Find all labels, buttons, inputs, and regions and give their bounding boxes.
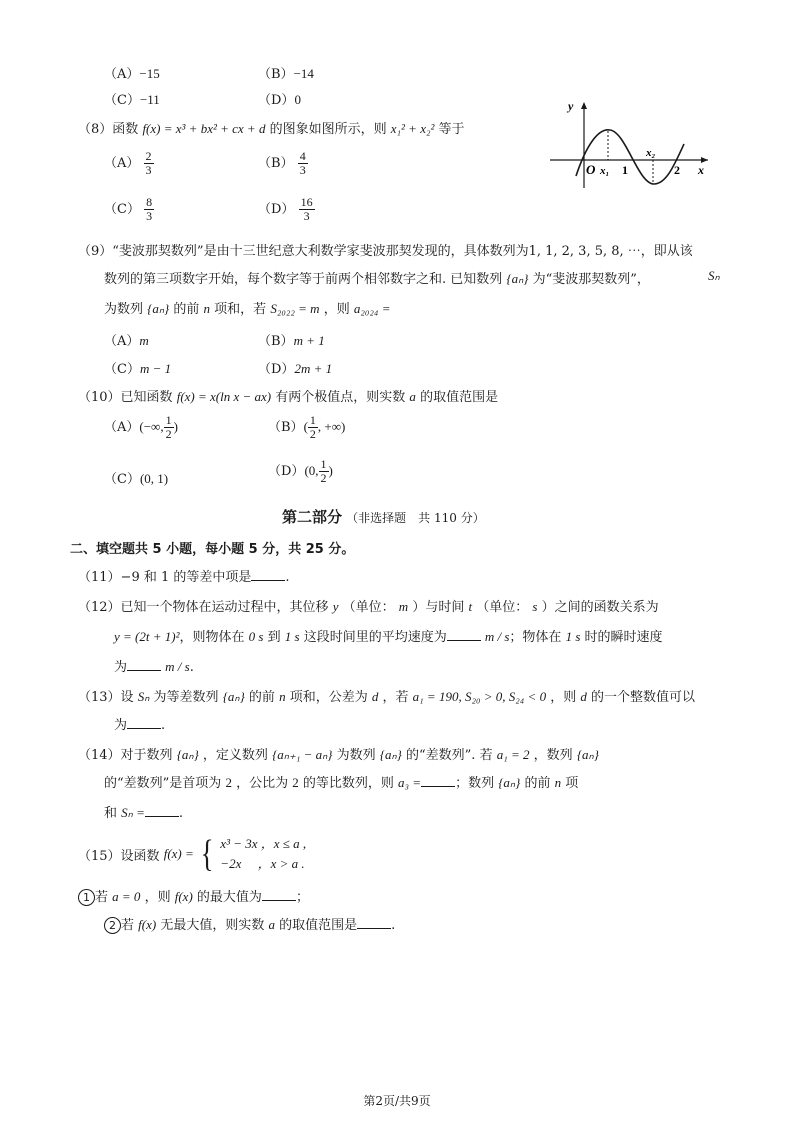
q8-text-pre: 函数 <box>112 122 139 137</box>
q10-number: （10） <box>78 390 121 405</box>
denominator: 3 <box>299 163 306 177</box>
q9-option-b-value: m + 1 <box>293 333 325 348</box>
q8-option-d-fraction <box>299 196 315 223</box>
q7-option-b-value: −14 <box>293 66 314 81</box>
q15-sub2b: f(x) <box>138 917 157 932</box>
q10-text-end: 的取值范围是 <box>420 390 499 405</box>
q14-diff-sequence: {aₙ₊₁ − aₙ} <box>272 747 333 762</box>
q11 <box>78 566 290 585</box>
q12-m: m <box>398 599 409 614</box>
q12-line2c: 这段时间里的平均速度为 <box>303 630 447 645</box>
q15-sub2-mark: 2 <box>104 917 121 934</box>
q15-sub1b: a = 0 <box>112 889 141 904</box>
q14-an-2: {aₙ} <box>379 747 402 762</box>
q15-cases <box>220 834 306 874</box>
q8-option-d <box>258 196 315 223</box>
q7-option-a <box>104 63 160 82</box>
q12-line3b: . <box>189 660 194 675</box>
q7-option-c-label: （C） <box>104 93 140 108</box>
part2-subtitle: （非选择题 共 110 分） <box>346 511 485 525</box>
q9-option-c-value: m − 1 <box>139 361 172 376</box>
q7-option-a-value: −15 <box>139 66 160 81</box>
q14-line1d: 的“差数列”. 若 <box>406 748 493 763</box>
q10-var: a <box>409 389 416 404</box>
q9-option-c <box>104 358 171 377</box>
q7-option-b <box>258 63 314 82</box>
q7-option-d-label: （D） <box>258 93 295 108</box>
q9-option-b-label: （B） <box>258 334 294 349</box>
q11-number: （11） <box>78 570 121 585</box>
q8-option-c-label: （C） <box>104 202 140 217</box>
q14-line3a: 和 <box>104 806 118 821</box>
q11-end: . <box>285 570 290 585</box>
q13-line1d: 项和，公差为 <box>289 690 368 705</box>
graph-one-label: 1 <box>622 163 628 177</box>
q9-option-d-value: 2m + 1 <box>294 361 333 376</box>
q13-line-1 <box>78 686 695 705</box>
q8-function: f(x) = x³ + bx² + cx + d <box>142 121 266 136</box>
q13-line1f: ，则 <box>550 690 577 705</box>
denominator: 2 <box>309 427 316 441</box>
q10-option-a <box>104 414 178 441</box>
q14-line3b: . <box>178 806 183 821</box>
q12-line3a: 为 <box>114 660 128 675</box>
q14-line-2 <box>104 772 578 791</box>
graph-origin-label: O <box>586 162 596 177</box>
part2-title: 第二部分 <box>282 508 343 526</box>
q7-option-d <box>258 89 301 108</box>
q14-line2c: 的等比数列，则 <box>302 776 394 791</box>
q8-option-a <box>104 150 154 177</box>
denominator: 3 <box>303 209 310 223</box>
q15-sub-2 <box>104 914 395 934</box>
q7-option-d-value: 0 <box>294 92 301 107</box>
q14-an-3: {aₙ} <box>576 747 599 762</box>
q8-option-c-fraction <box>144 196 154 223</box>
q12-line1c: ）与时间 <box>412 600 465 615</box>
q13-line1a: 设 <box>120 690 134 705</box>
q12-s: s <box>532 599 538 614</box>
q9-condition: S₂₀₂₂ = m <box>270 301 320 316</box>
q12-line-1 <box>78 596 659 615</box>
q12-line2e: 时的瞬时速度 <box>584 630 663 645</box>
q12-line2a: ，则物体在 <box>179 630 245 645</box>
q9-line1-text: “斐波那契数列”是由十三世纪意大利数学家斐波那契发现的，具体数列为1, 1, 2, 3, 5, 8, ⋯，即从该 <box>112 244 693 259</box>
q9-line3a: 为数列 <box>104 302 144 317</box>
q13-answer-blank[interactable] <box>127 716 161 729</box>
q13-line-2 <box>114 714 165 733</box>
q15-sub2f: . <box>391 918 396 933</box>
q13-d-2: d <box>580 689 587 704</box>
q9-line3e: 项和，若 <box>214 302 267 317</box>
q12-one-s: 1 s <box>284 629 300 644</box>
q14-line-1 <box>78 744 599 763</box>
q14-answer-blank-2[interactable] <box>145 804 179 817</box>
q13-line1b: 为等差数列 <box>153 690 219 705</box>
graph-two-label: 2 <box>674 163 680 177</box>
q15-sub2c: 无最大值，则实数 <box>160 918 265 933</box>
q8-stem <box>78 118 465 137</box>
q14-a1: a₁ = 2 <box>496 747 530 762</box>
graph-x2-label: x₂ <box>646 147 656 159</box>
q8-expression: x₁² + x₂² <box>390 121 435 136</box>
q14-answer-blank-1[interactable] <box>421 774 455 787</box>
q14-n: n <box>554 775 562 790</box>
q9-option-d-label: （D） <box>258 362 295 377</box>
q12-formula: y = (2t + 1)² <box>114 629 180 644</box>
q9-number: （9） <box>78 244 113 259</box>
q10-option-b-fraction <box>308 414 318 441</box>
q14-line1a: 对于数列 <box>120 748 173 763</box>
graph-x1-label: x₁ <box>600 165 610 177</box>
y-axis-arrow <box>581 102 587 109</box>
q14-line-3 <box>104 802 183 821</box>
q14-line2b: ，公比为 <box>236 776 289 791</box>
q12-line-2 <box>114 626 663 645</box>
q10-option-c <box>104 468 168 487</box>
q8-option-b-label: （B） <box>258 156 294 171</box>
q9-line2c: 为“斐波那契数列”， <box>532 272 650 287</box>
graph-y-label: y <box>568 99 574 113</box>
denominator: 2 <box>320 471 327 485</box>
denominator: 2 <box>165 427 172 441</box>
q15-function: f(x) = <box>163 846 194 861</box>
q9-line3c: 的前 <box>173 302 200 317</box>
q12-number: （12） <box>78 600 121 615</box>
q15-sub2d: a <box>268 917 275 932</box>
q15-sub2a: 若 <box>121 918 135 933</box>
q12-t: t <box>468 599 473 614</box>
q13-d: d <box>371 689 379 704</box>
numerator: 4 <box>299 149 306 163</box>
q10-option-d <box>268 458 333 485</box>
q9-sequence: {aₙ} <box>506 271 529 286</box>
q10-function: f(x) = x(ln x − ax) <box>176 389 272 404</box>
q14-an: {aₙ} <box>176 747 199 762</box>
q12-line2d: ；物体在 <box>509 630 562 645</box>
q14-a3: a₃ = <box>398 775 422 790</box>
numerator: 1 <box>320 457 327 471</box>
q14-line2a: 的“差数列”是首项为 <box>104 776 222 791</box>
q13-line1e: ，若 <box>382 690 409 705</box>
q11-answer-blank[interactable] <box>251 568 285 581</box>
q7-option-c-value: −11 <box>139 92 160 107</box>
section-fill-in-heading: 二、填空题共 5 小题，每小题 5 分，共 25 分。 <box>70 542 355 557</box>
q9-line2a: 数列的第三项数字开始，每个数字等于前两个相邻数字之和. 已知数列 <box>104 272 503 287</box>
q7-option-c <box>104 89 160 108</box>
q10-option-a-fraction <box>164 414 174 441</box>
q12-line1a: 已知一个物体在运动过程中，其位移 <box>120 600 329 615</box>
q10-text-pre: 已知函数 <box>120 390 173 405</box>
q12-line1e: ）之间的函数关系为 <box>541 600 659 615</box>
q14-line2e: 的前 <box>524 776 551 791</box>
q10-option-c-value: (0, 1) <box>139 471 169 486</box>
q8-option-b-fraction <box>298 150 308 177</box>
q15-sub1-mark: 1 <box>78 889 95 906</box>
q14-line1b: ，定义数列 <box>202 748 268 763</box>
q9-option-b <box>258 330 325 349</box>
q10-text-post: 有两个极值点，则实数 <box>275 390 406 405</box>
q9-option-a-label: （A） <box>104 334 140 349</box>
q12-answer-blank-1[interactable] <box>447 628 481 641</box>
q15-case-2: −2x ，x > a . <box>220 856 305 871</box>
q12-y: y <box>332 599 339 614</box>
q8-option-c <box>104 196 154 223</box>
q10-option-d-fraction <box>319 458 329 485</box>
q12-unit-1: m / s <box>484 629 510 644</box>
numerator: 8 <box>146 195 153 209</box>
q8-function-graph <box>546 96 716 192</box>
q15-sub1c: ，则 <box>144 890 171 905</box>
q15-sub2e: 的取值范围是 <box>279 918 358 933</box>
q9-option-a <box>104 330 149 349</box>
q10-option-b-pre: ( <box>303 419 308 434</box>
q14-line1e: ，数列 <box>533 748 573 763</box>
q9-sequence-2: {aₙ} <box>147 301 170 316</box>
q13-an: {aₙ} <box>222 689 245 704</box>
q15-brace: { <box>200 833 214 875</box>
q11-text: −9 和 1 的等差中项是 <box>120 570 252 585</box>
q15-answer-blank-1[interactable] <box>262 888 296 901</box>
q15-stem <box>78 834 306 874</box>
denominator: 3 <box>146 209 153 223</box>
q9-line-1 <box>78 240 693 259</box>
q8-text-mid: 的图象如图所示，则 <box>269 122 387 137</box>
q13-number: （13） <box>78 690 121 705</box>
q12-answer-blank-2[interactable] <box>127 658 161 671</box>
q14-sn: Sₙ = <box>121 805 145 820</box>
q15-text-pre: 设函数 <box>120 848 160 864</box>
numerator: 2 <box>145 149 152 163</box>
q9-target: a₂₀₂₄ = <box>353 301 391 316</box>
q12-unit-2: m / s <box>165 659 190 674</box>
q15-number: （15） <box>78 848 121 864</box>
q8-option-a-fraction <box>144 150 154 177</box>
q13-line1g: 的一个整数值可以 <box>591 690 696 705</box>
q13-line2a: 为 <box>114 718 128 733</box>
q9-n: n <box>203 301 211 316</box>
q12-line-3 <box>114 656 194 675</box>
q13-n: n <box>279 689 286 704</box>
part2-heading <box>282 506 485 527</box>
q15-answer-blank-2[interactable] <box>357 916 391 929</box>
q7-option-a-label: （A） <box>104 67 140 82</box>
q13-line1c: 的前 <box>248 690 275 705</box>
graph-x-label: x <box>698 163 704 177</box>
q10-option-d-label: （D） <box>268 464 305 479</box>
q15-sub1f: ； <box>295 890 309 905</box>
q10-option-b-post: , +∞) <box>317 419 346 434</box>
q14-line2f: 项 <box>565 776 579 791</box>
q10-option-a-pre: (−∞, <box>139 419 164 434</box>
q10-option-c-label: （C） <box>104 472 140 487</box>
q7-option-b-label: （B） <box>258 67 294 82</box>
q8-option-d-label: （D） <box>258 202 295 217</box>
q10-option-d-post: ) <box>328 463 333 478</box>
q10-option-a-post: ) <box>173 419 178 434</box>
q8-text-post: 等于 <box>438 122 465 137</box>
q14-line1c: 为数列 <box>336 748 376 763</box>
q15-sub1e: 的最大值为 <box>196 890 262 905</box>
q14-two-2: 2 <box>292 775 299 790</box>
q9-option-c-label: （C） <box>104 362 140 377</box>
q12-line2b: 到 <box>267 630 281 645</box>
q14-number: （14） <box>78 748 121 763</box>
q13-condition: a₁ = 190, S₂₀ > 0, S₂₄ < 0 <box>412 689 547 704</box>
denominator: 3 <box>145 163 152 177</box>
q12-line1d: （单位： <box>476 600 529 615</box>
q10-option-b <box>268 414 345 441</box>
q10-stem <box>78 386 498 405</box>
q8-option-b <box>258 150 308 177</box>
q9-sn: Sₙ <box>708 268 720 283</box>
q15-sub1d: f(x) <box>174 889 193 904</box>
q9-line-2 <box>104 268 720 287</box>
q9-line-3 <box>104 298 390 317</box>
q14-an-4: {aₙ} <box>498 775 521 790</box>
q12-line1b: （单位： <box>342 600 395 615</box>
numerator: 16 <box>300 195 313 209</box>
q8-option-a-label: （A） <box>104 156 140 171</box>
q10-option-b-label: （B） <box>268 420 304 435</box>
numerator: 1 <box>165 413 172 427</box>
q14-line2d: ；数列 <box>455 776 495 791</box>
q9-line3g: ，则 <box>323 302 350 317</box>
numerator: 1 <box>309 413 316 427</box>
q9-option-a-value: m <box>139 333 149 348</box>
q15-case-1: x³ − 3x ，x ≤ a , <box>220 836 307 851</box>
q13-line2b: . <box>161 718 166 733</box>
q13-sn: Sₙ <box>137 689 150 704</box>
page-footer: 第2页/共9页 <box>363 1094 431 1108</box>
q14-two-1: 2 <box>225 775 232 790</box>
q12-one-s-2: 1 s <box>565 629 581 644</box>
q9-option-d <box>258 358 332 377</box>
q12-zero-s: 0 s <box>248 629 264 644</box>
q10-option-d-pre: (0, <box>304 463 319 478</box>
q15-sub1a: 若 <box>95 890 109 905</box>
q15-sub-1 <box>78 886 309 906</box>
q8-number: （8） <box>78 122 113 137</box>
q10-option-a-label: （A） <box>104 420 140 435</box>
